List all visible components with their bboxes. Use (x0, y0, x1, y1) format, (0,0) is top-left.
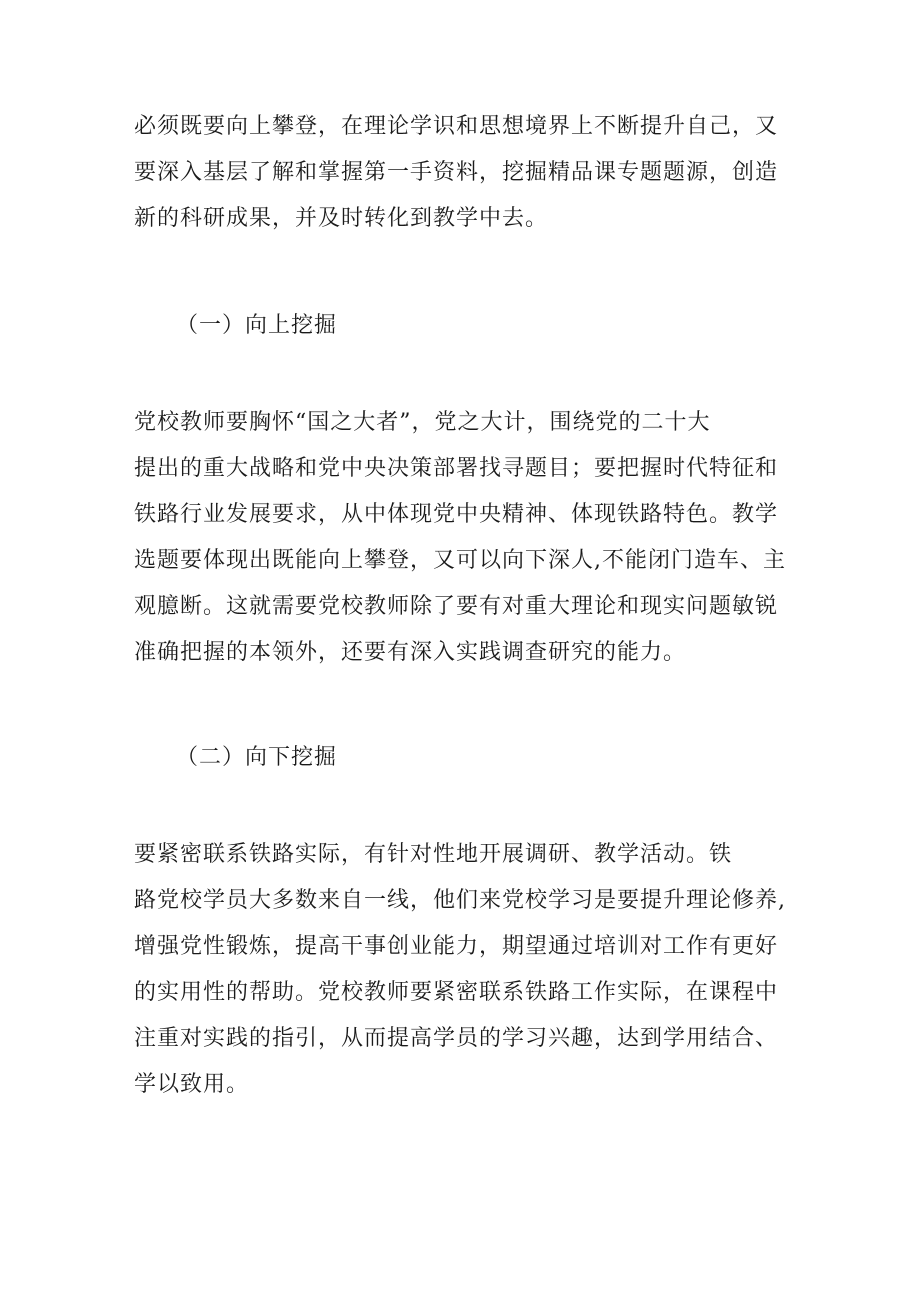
section-heading: （二）向下挖掘 (176, 745, 338, 770)
paragraph-line: 必须既要向上攀登，在理论学识和思想境界上不断提升自己，又 (134, 114, 779, 139)
paragraph-line: 增强党性锻炼，提高干事创业能力，期望通过培训对工作有更好 (134, 934, 779, 959)
paragraph-line: 要深入基层了解和掌握第一手资料，挖掘精品课专题题源，创造 (134, 160, 779, 185)
paragraph-line: 注重对实践的指引，从而提高学员的学习兴趣，达到学用结合、 (134, 1026, 779, 1051)
paragraph-line: 学以致用。 (134, 1072, 250, 1097)
paragraph-line: 观臆断。这就需要党校教师除了要有对重大理论和现实问题敏锐 (134, 594, 779, 619)
paragraph-line: 要紧密联系铁路实际，有针对性地开展调研、教学活动。铁 (134, 842, 733, 867)
paragraph-line: 新的科研成果，并及时转化到教学中去。 (134, 206, 549, 231)
paragraph-line: 提出的重大战略和党中央决策部署找寻题目；要把握时代特征和 (134, 456, 779, 481)
paragraph-line: 的实用性的帮助。党校教师要紧密联系铁路工作实际，在课程中 (134, 980, 779, 1005)
paragraph-line: 铁路行业发展要求，从中体现党中央精神、体现铁路特色。教学 (134, 502, 779, 527)
section-heading: （一）向上挖掘 (176, 313, 338, 338)
paragraph-line: 路党校学员大多数来自一线，他们来党校学习是要提升理论修养, (134, 888, 786, 913)
paragraph-line: 准确把握的本领外，还要有深入实践调查研究的能力。 (134, 640, 687, 665)
paragraph-line: 党校教师要胸怀“国之大者”，党之大计，围绕党的二十大 (134, 410, 711, 435)
paragraph-line: 选题要体现出既能向上攀登，又可以向下深人,不能闭门造车、主 (134, 548, 786, 573)
